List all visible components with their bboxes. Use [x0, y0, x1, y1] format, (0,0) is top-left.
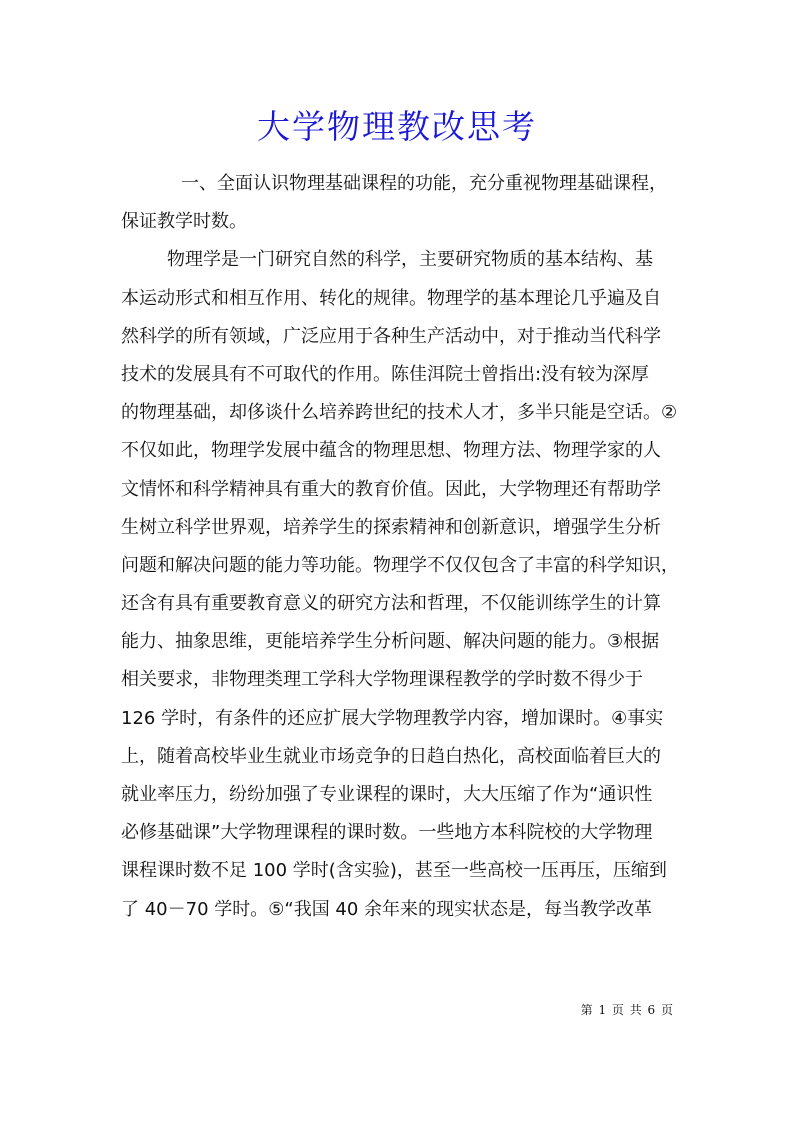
paragraph-line: 上，随着高校毕业生就业市场竞争的日趋白热化，高校面临着巨大的 — [121, 745, 661, 767]
section-heading-line-2: 保证教学时数。 — [121, 211, 247, 233]
paragraph-line: 生树立科学世界观，培养学生的探索精神和创新意识，增强学生分析 — [121, 516, 661, 538]
page-number-footer: 第 1 页 共 6 页 — [580, 1003, 674, 1017]
paragraph-line: 然科学的所有领域，广泛应用于各种生产活动中，对于推动当代科学 — [121, 325, 661, 347]
section-heading-line-1: 一、全面认识物理基础课程的功能，充分重视物理基础课程， — [181, 173, 667, 194]
paragraph-line: 了 40－70 学时。⑤“我国 40 余年来的现实状态是，每当教学改革 — [121, 898, 653, 920]
paragraph-line: 就业率压力，纷纷加强了专业课程的课时，大大压缩了作为“通识性 — [121, 784, 653, 805]
paragraph-line: 必修基础课”大学物理课程的课时数。一些地方本科院校的大学物理 — [121, 822, 653, 844]
paragraph-line: 的物理基础，却侈谈什么培养跨世纪的技术人才，多半只能是空话。② — [121, 402, 678, 424]
paragraph-line: 能力、抽象思维，更能培养学生分析问题、解决问题的能力。③根据 — [121, 631, 660, 653]
document-body — [121, 165, 679, 929]
paragraph-line: 还含有具有重要教育意义的研究方法和哲理，不仅能训练学生的计算 — [121, 593, 661, 615]
paragraph-line: 物理学是一门研究自然的科学，主要研究物质的基本结构、基 — [167, 249, 653, 271]
paragraph-line: 技术的发展具有不可取代的作用。陈佳洱院士曾指出:没有较为深厚 — [121, 363, 650, 385]
document-title: 大学物理教改思考 — [257, 107, 537, 146]
paragraph-line: 相关要求，非物理类理工学科大学物理课程教学的学时数不得少于 — [121, 669, 643, 691]
paragraph-line: 不仅如此，物理学发展中蕴含的物理思想、物理方法、物理学家的人 — [121, 440, 661, 462]
paragraph-line: 问题和解决问题的能力等功能。物理学不仅仅包含了丰富的科学知识， — [121, 554, 679, 576]
paragraph-line: 文情怀和科学精神具有重大的教育价值。因此，大学物理还有帮助学 — [121, 478, 661, 500]
paragraph-line: 126 学时，有条件的还应扩展大学物理教学内容，增加课时。④事实 — [121, 707, 664, 729]
paragraph-line: 本运动形式和相互作用、转化的规律。物理学的基本理论几乎遍及自 — [121, 287, 661, 309]
paragraph-line: 课程课时数不足 100 学时(含实验)，甚至一些高校一压再压，压缩到 — [121, 860, 667, 882]
